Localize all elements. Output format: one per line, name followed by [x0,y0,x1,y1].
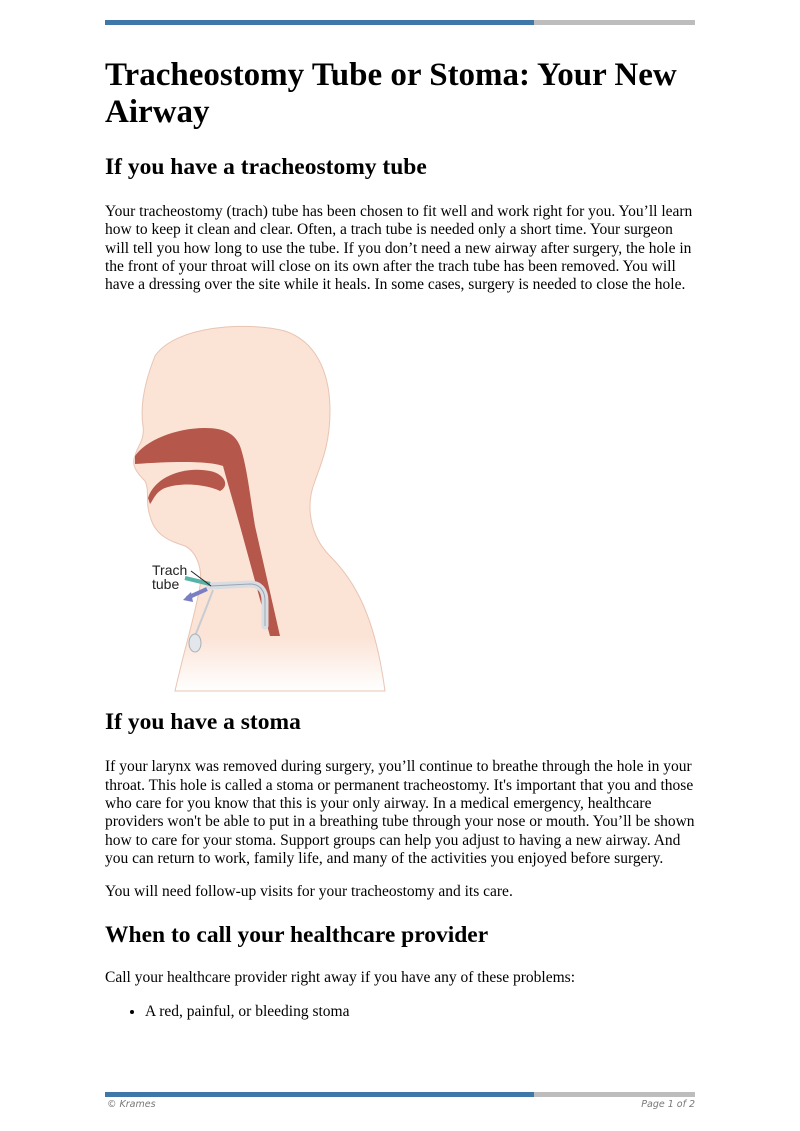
label-line: tube [152,576,180,593]
page-number: Page 1 of 2 [641,1099,695,1110]
section-heading-stoma: If you have a stoma [105,709,301,736]
head-neck-diagram-icon [115,316,395,696]
label-line: Trach [152,562,188,579]
document-body [105,52,700,1021]
footer-progress-fill [105,1092,534,1097]
section-paragraph: You will need follow-up visits for your tracheostomy and its care. [105,883,513,901]
trach-tube-label [152,563,187,591]
header-progress-bar [105,20,695,25]
section-heading-when-to-call: When to call your healthcare provider [105,921,489,948]
footer-progress-bar [105,1092,695,1097]
section-paragraph: If your larynx was removed during surgery, you’ll continue to breathe through the hole in your throat. This hole is called a stoma or permanent tracheostomy. It's important that you and those who care for you know that this is your only airway. In a medical emergency, healthcare providers won't be able to put in a breathing tube through your nose or mouth. You’ll be shown how to care for your stoma. Support groups can help you adjust to having a new airway. And you can return to work, family life, and many of the activities you enjoyed before surgery. [105,758,695,867]
copyright-text: © Krames [107,1099,156,1110]
page-title: Tracheostomy Tube or Stoma: Your New Airway [105,57,677,130]
section-paragraph: Call your healthcare provider right away if you have any of these problems: [105,968,576,986]
header-progress-fill [105,20,534,25]
list-item: • A red, painful, or bleeding stoma [145,1003,700,1021]
section-paragraph: Your tracheostomy (trach) tube has been chosen to fit well and work right for you. You’ll learn how to keep it clean and clear. Often, a trach tube is needed only a short time. Your surgeon will tell you how long to use the tube. If you don’t need a new airway after surgery, the hole in the front of your throat will close on its own after the trach tube has been removed. You will have a dressing over the site while it heals. In some cases, surgery is needed to close the hole. [105,203,693,294]
problem-list [105,1003,700,1021]
trach-tube-illustration [115,316,395,696]
section-heading-trach-tube: If you have a tracheostomy tube [105,154,427,180]
